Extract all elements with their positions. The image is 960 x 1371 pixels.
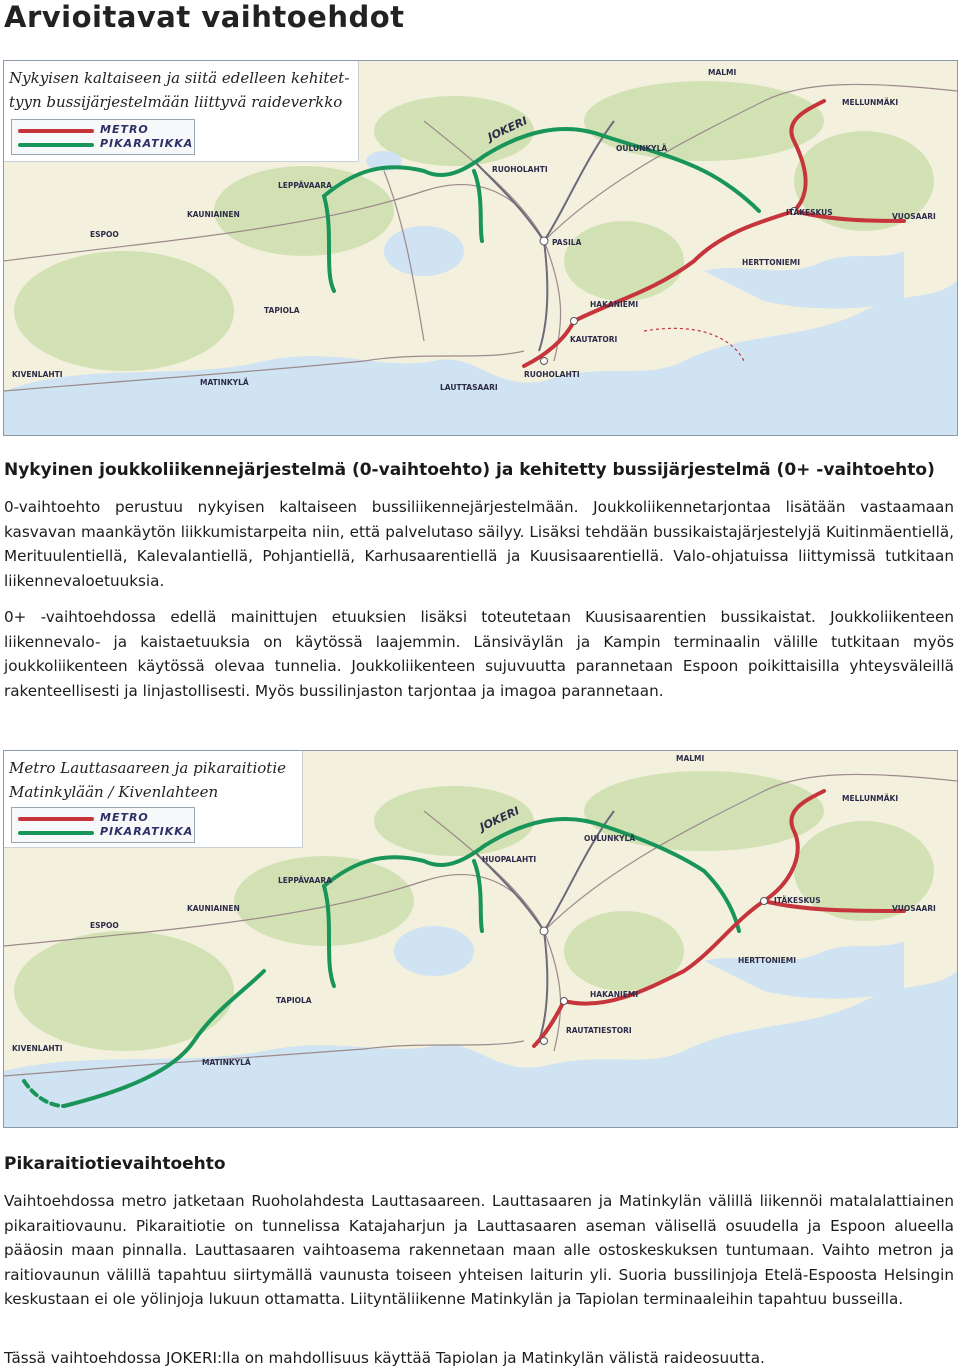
svg-text:PASILA: PASILA	[552, 238, 582, 247]
svg-text:MALMI: MALMI	[708, 68, 737, 77]
svg-text:TAPIOLA: TAPIOLA	[276, 996, 312, 1005]
svg-text:KAUNIAINEN: KAUNIAINEN	[187, 904, 240, 913]
svg-text:JOKERI: JOKERI	[485, 114, 530, 144]
body-paragraph: 0+ -vaihtoehdossa edellä mainittujen etuuksien lisäksi toteutetaan Kuusisaarentien bussikaistat. Joukkoliikenteen liikennevalo- ja kaistaetuuksia on käytössä laajemmin. Länsiväylän ja Kampin terminaalin välille tutkitaan myös joukkoliikenteen käytössä olevaa tunnelia. Joukkoliikenteen sujuvuutta parannetaan Espoon poikittaisilla yhteysväleillä rakenteellisesti ja linjastollisesti. Myös bussilinjaston tarjontaa ja imagoa parannetaan.	[4, 608, 954, 700]
svg-text:HERTTONIEMI: HERTTONIEMI	[738, 956, 797, 965]
svg-text:MATINKYLÄ: MATINKYLÄ	[200, 378, 249, 387]
svg-text:ESPOO: ESPOO	[90, 921, 119, 930]
map-caption	[9, 756, 286, 804]
legend-label-tram: PIKARATIKKA	[100, 825, 194, 838]
map-legend	[4, 61, 359, 162]
svg-text:MELLUNMÄKI: MELLUNMÄKI	[842, 794, 899, 803]
svg-text:HAKANIEMI: HAKANIEMI	[590, 990, 639, 999]
tram-line-swatch	[18, 143, 94, 147]
legend-key	[11, 807, 195, 843]
svg-text:OULUNKYLÄ: OULUNKYLÄ	[584, 834, 636, 843]
body-paragraph: 0-vaihtoehto perustuu nykyisen kaltaiseen bussiliikennejärjestelmään. Joukkoliikennetarjontaa lisätään vastaamaan kasvavan maankäytön liikkumistarpeita niin, että palvelutaso säilyy. Lisäksi tehdään bussikaistajärjestelyjä Kuitinmäentiellä, Merituulentiellä, Kalevalantiellä, Pohjantiellä, Karhusaarentiellä ja Kuusisaarentiellä. Valo-ohjatuissa liittymissä tutkitaan liikennevaloetuuksia.	[4, 498, 954, 590]
svg-text:JOKERI: JOKERI	[477, 804, 522, 834]
svg-text:ITÄKESKUS: ITÄKESKUS	[786, 208, 833, 217]
map-tram-option	[3, 750, 958, 1128]
body-paragraph: Tässä vaihtoehdossa JOKERI:lla on mahdollisuus käyttää Tapiolan ja Matinkylän välistä raideosuutta.	[4, 1349, 765, 1367]
svg-text:OULUNKYLÄ: OULUNKYLÄ	[616, 144, 668, 153]
svg-text:HAKANIEMI: HAKANIEMI	[590, 300, 639, 309]
svg-text:ESPOO: ESPOO	[90, 230, 119, 239]
svg-text:HUOPALAHTI: HUOPALAHTI	[482, 855, 537, 864]
map-caption-line: Nykyisen kaltaiseen ja siitä edelleen kehitet-	[9, 69, 350, 87]
svg-text:MATINKYLÄ: MATINKYLÄ	[202, 1058, 251, 1067]
legend-key	[11, 119, 195, 155]
body-paragraph: Vaihtoehdossa metro jatketaan Ruoholahdesta Lauttasaareen. Lauttasaaren ja Matinkylän välillä liikennöi matalalattiainen pikaraitiovaunu. Pikaraitiotie on tunnelissa Katajaharjun ja Lauttasaaren aseman välisellä osuudella ja Espoon alueella pääosin maan pinnalla. Lauttasaaren vaihtoasema rakennetaan maan alle ostoskeskuksen tuntumaan. Vaihto metron ja raitiovaunun välillä tapahtuu siirtymällä vaunusta toiseen yhteisen laiturin yli. Suoria bussilinjoja Etelä-Espoosta Helsingin keskustaan ei ole yölinjoja lukuun ottamatta. Liityntäliikenne Matinkylän ja Tapiolan terminaaleihin tapahtuu busseilla.	[4, 1192, 954, 1308]
map-legend	[4, 751, 303, 848]
legend-label-metro: METRO	[100, 811, 149, 824]
svg-text:ITÄKESKUS: ITÄKESKUS	[774, 896, 821, 905]
map-caption-line: Matinkylään / Kivenlahteen	[9, 783, 219, 801]
svg-text:RAUTATIESTORI: RAUTATIESTORI	[566, 1026, 632, 1035]
svg-text:KIVENLAHTI: KIVENLAHTI	[12, 370, 63, 379]
svg-text:LEPPÄVAARA: LEPPÄVAARA	[278, 876, 332, 885]
map-caption-line: tyyn bussijärjestelmään liittyvä raideverkko	[9, 93, 343, 111]
svg-text:RUOHOLAHTI: RUOHOLAHTI	[492, 165, 548, 174]
svg-text:MALMI: MALMI	[676, 754, 705, 763]
svg-text:VUOSAARI: VUOSAARI	[892, 212, 936, 221]
section-heading: Nykyinen joukkoliikennejärjestelmä (0-vaihtoehto) ja kehitetty bussijärjestelmä (0+ -vaihtoehto)	[4, 460, 935, 480]
section-heading: Pikaraitiotievaihtoehto	[4, 1154, 226, 1174]
svg-text:KIVENLAHTI: KIVENLAHTI	[12, 1044, 63, 1053]
svg-text:KAUNIAINEN: KAUNIAINEN	[187, 210, 240, 219]
metro-line-swatch	[18, 817, 94, 821]
map-caption	[9, 66, 349, 114]
svg-text:TAPIOLA: TAPIOLA	[264, 306, 300, 315]
legend-label-tram: PIKARATIKKA	[100, 137, 194, 150]
metro-line-swatch	[18, 129, 94, 133]
map-caption-line: Metro Lauttasaareen ja pikaraitiotie	[9, 759, 286, 777]
svg-text:HERTTONIEMI: HERTTONIEMI	[742, 258, 801, 267]
legend-label-metro: METRO	[100, 123, 149, 136]
svg-text:LAUTTASAARI: LAUTTASAARI	[440, 383, 498, 392]
map-rail-network-bus-option	[3, 60, 958, 436]
svg-text:RUOHOLAHTI: RUOHOLAHTI	[524, 370, 580, 379]
svg-text:MELLUNMÄKI: MELLUNMÄKI	[842, 98, 899, 107]
svg-text:LEPPÄVAARA: LEPPÄVAARA	[278, 181, 332, 190]
svg-text:VUOSAARI: VUOSAARI	[892, 904, 936, 913]
svg-text:KAUTATORI: KAUTATORI	[570, 335, 618, 344]
tram-line-swatch	[18, 831, 94, 835]
page-title: Arvioitavat vaihtoehdot	[4, 0, 405, 34]
